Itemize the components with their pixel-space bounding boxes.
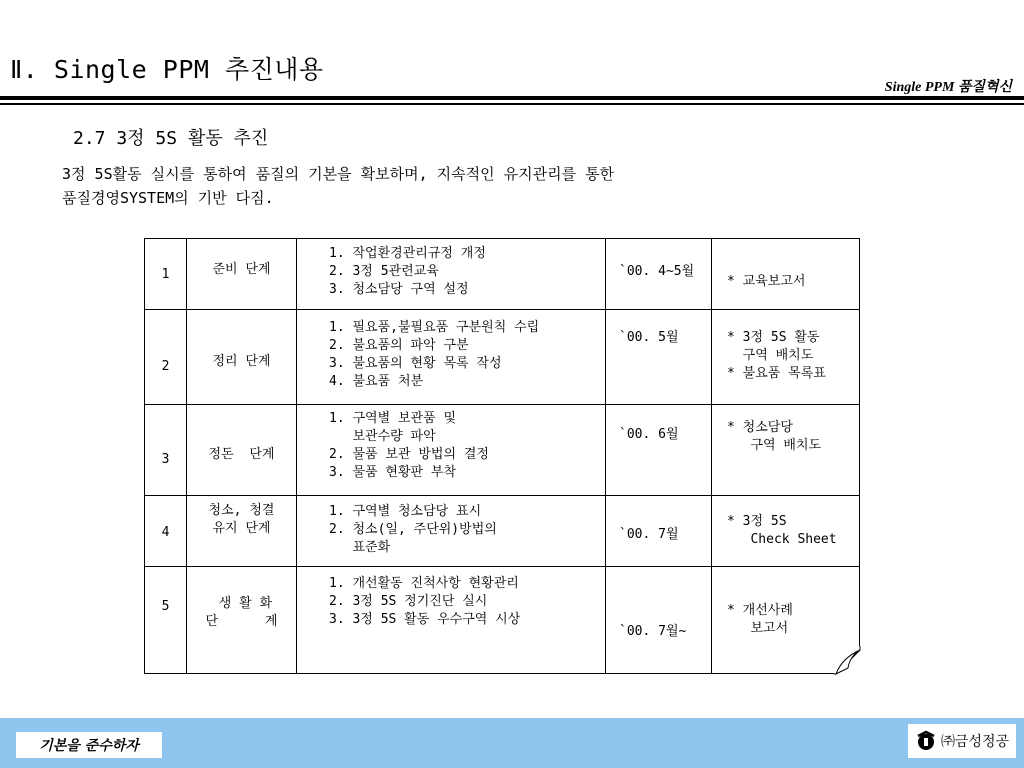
row-number: 2 (161, 359, 170, 374)
stage-items: 1. 구역별 보관품 및 보관수량 파악 2. 물품 보관 방법의 결정 3. 물품 현황판 부착 (329, 411, 489, 480)
stage-label: 준비 단계 (212, 262, 271, 277)
stage-period: `00. 4~5월 (619, 264, 695, 279)
company-logo-icon (915, 730, 937, 752)
row-number: 3 (161, 452, 170, 467)
stage-label: 생 활 화 단 계 (205, 596, 278, 629)
intro-text (62, 162, 614, 210)
stage-label: 정돈 단계 (208, 447, 275, 462)
stage-label: 청소, 청결 유지 단계 (208, 503, 275, 536)
row-number: 5 (161, 599, 170, 614)
header-rule-thin (0, 103, 1024, 105)
stage-items: 1. 구역별 청소담당 표시 2. 청소(일, 주단위)방법의 표준화 (329, 504, 497, 555)
footer-motto: 기본을 준수하자 (16, 732, 162, 758)
stage-items: 1. 작업환경관리규정 개정 2. 3정 5관련교육 3. 청소담당 구역 설정 (329, 246, 486, 297)
company-badge (908, 724, 1016, 758)
brand-label: Single PPM 품질혁신 (884, 80, 1012, 95)
section-title: 2.7 3정 5S 활동 추진 (73, 128, 269, 149)
table-divider (605, 239, 606, 673)
table-divider (145, 566, 859, 567)
company-name: ㈜금성정공 (940, 734, 1010, 750)
table-divider (296, 239, 297, 673)
stage-period: `00. 7월~ (619, 624, 687, 639)
intro-line: 3정 5S활동 실시를 통하여 품질의 기본을 확보하며, 지속적인 유지관리를 통한 (62, 165, 615, 183)
intro-line: 품질경영SYSTEM의 기반 다짐. (62, 189, 274, 207)
table-divider (145, 404, 859, 405)
row-number: 4 (161, 525, 170, 540)
activity-table (144, 238, 860, 674)
stage-items: 1. 필요품,불필요품 구분원칙 수립 2. 불요품의 파악 구분 3. 불요품의 현황 목록 작성 4. 불요품 처분 (329, 320, 540, 389)
stage-period: `00. 7월 (619, 527, 679, 542)
table-divider (711, 239, 712, 673)
stage-label: 정리 단계 (212, 354, 271, 369)
stage-output: * 3정 5S 활동 구역 배치도 * 불요품 목록표 (727, 330, 826, 381)
header-rule (0, 96, 1024, 100)
stage-items: 1. 개선활동 진척사항 현황관리 2. 3정 5S 정기진단 실시 3. 3정 5S 활동 우수구역 시상 (329, 576, 521, 627)
stage-period: `00. 5월 (619, 330, 679, 345)
row-number: 1 (161, 267, 170, 282)
page-title: Ⅱ. Single PPM 추진내용 (10, 55, 324, 84)
table-divider (145, 309, 859, 310)
stage-output: * 개선사례 보고서 (727, 603, 793, 636)
stage-period: `00. 6월 (619, 427, 679, 442)
table-divider (145, 495, 859, 496)
stage-output: * 3정 5S Check Sheet (727, 514, 837, 547)
stage-output: * 청소담당 구역 배치도 (727, 420, 822, 453)
page-curl-icon (832, 644, 862, 676)
stage-output: * 교육보고서 (727, 274, 806, 289)
